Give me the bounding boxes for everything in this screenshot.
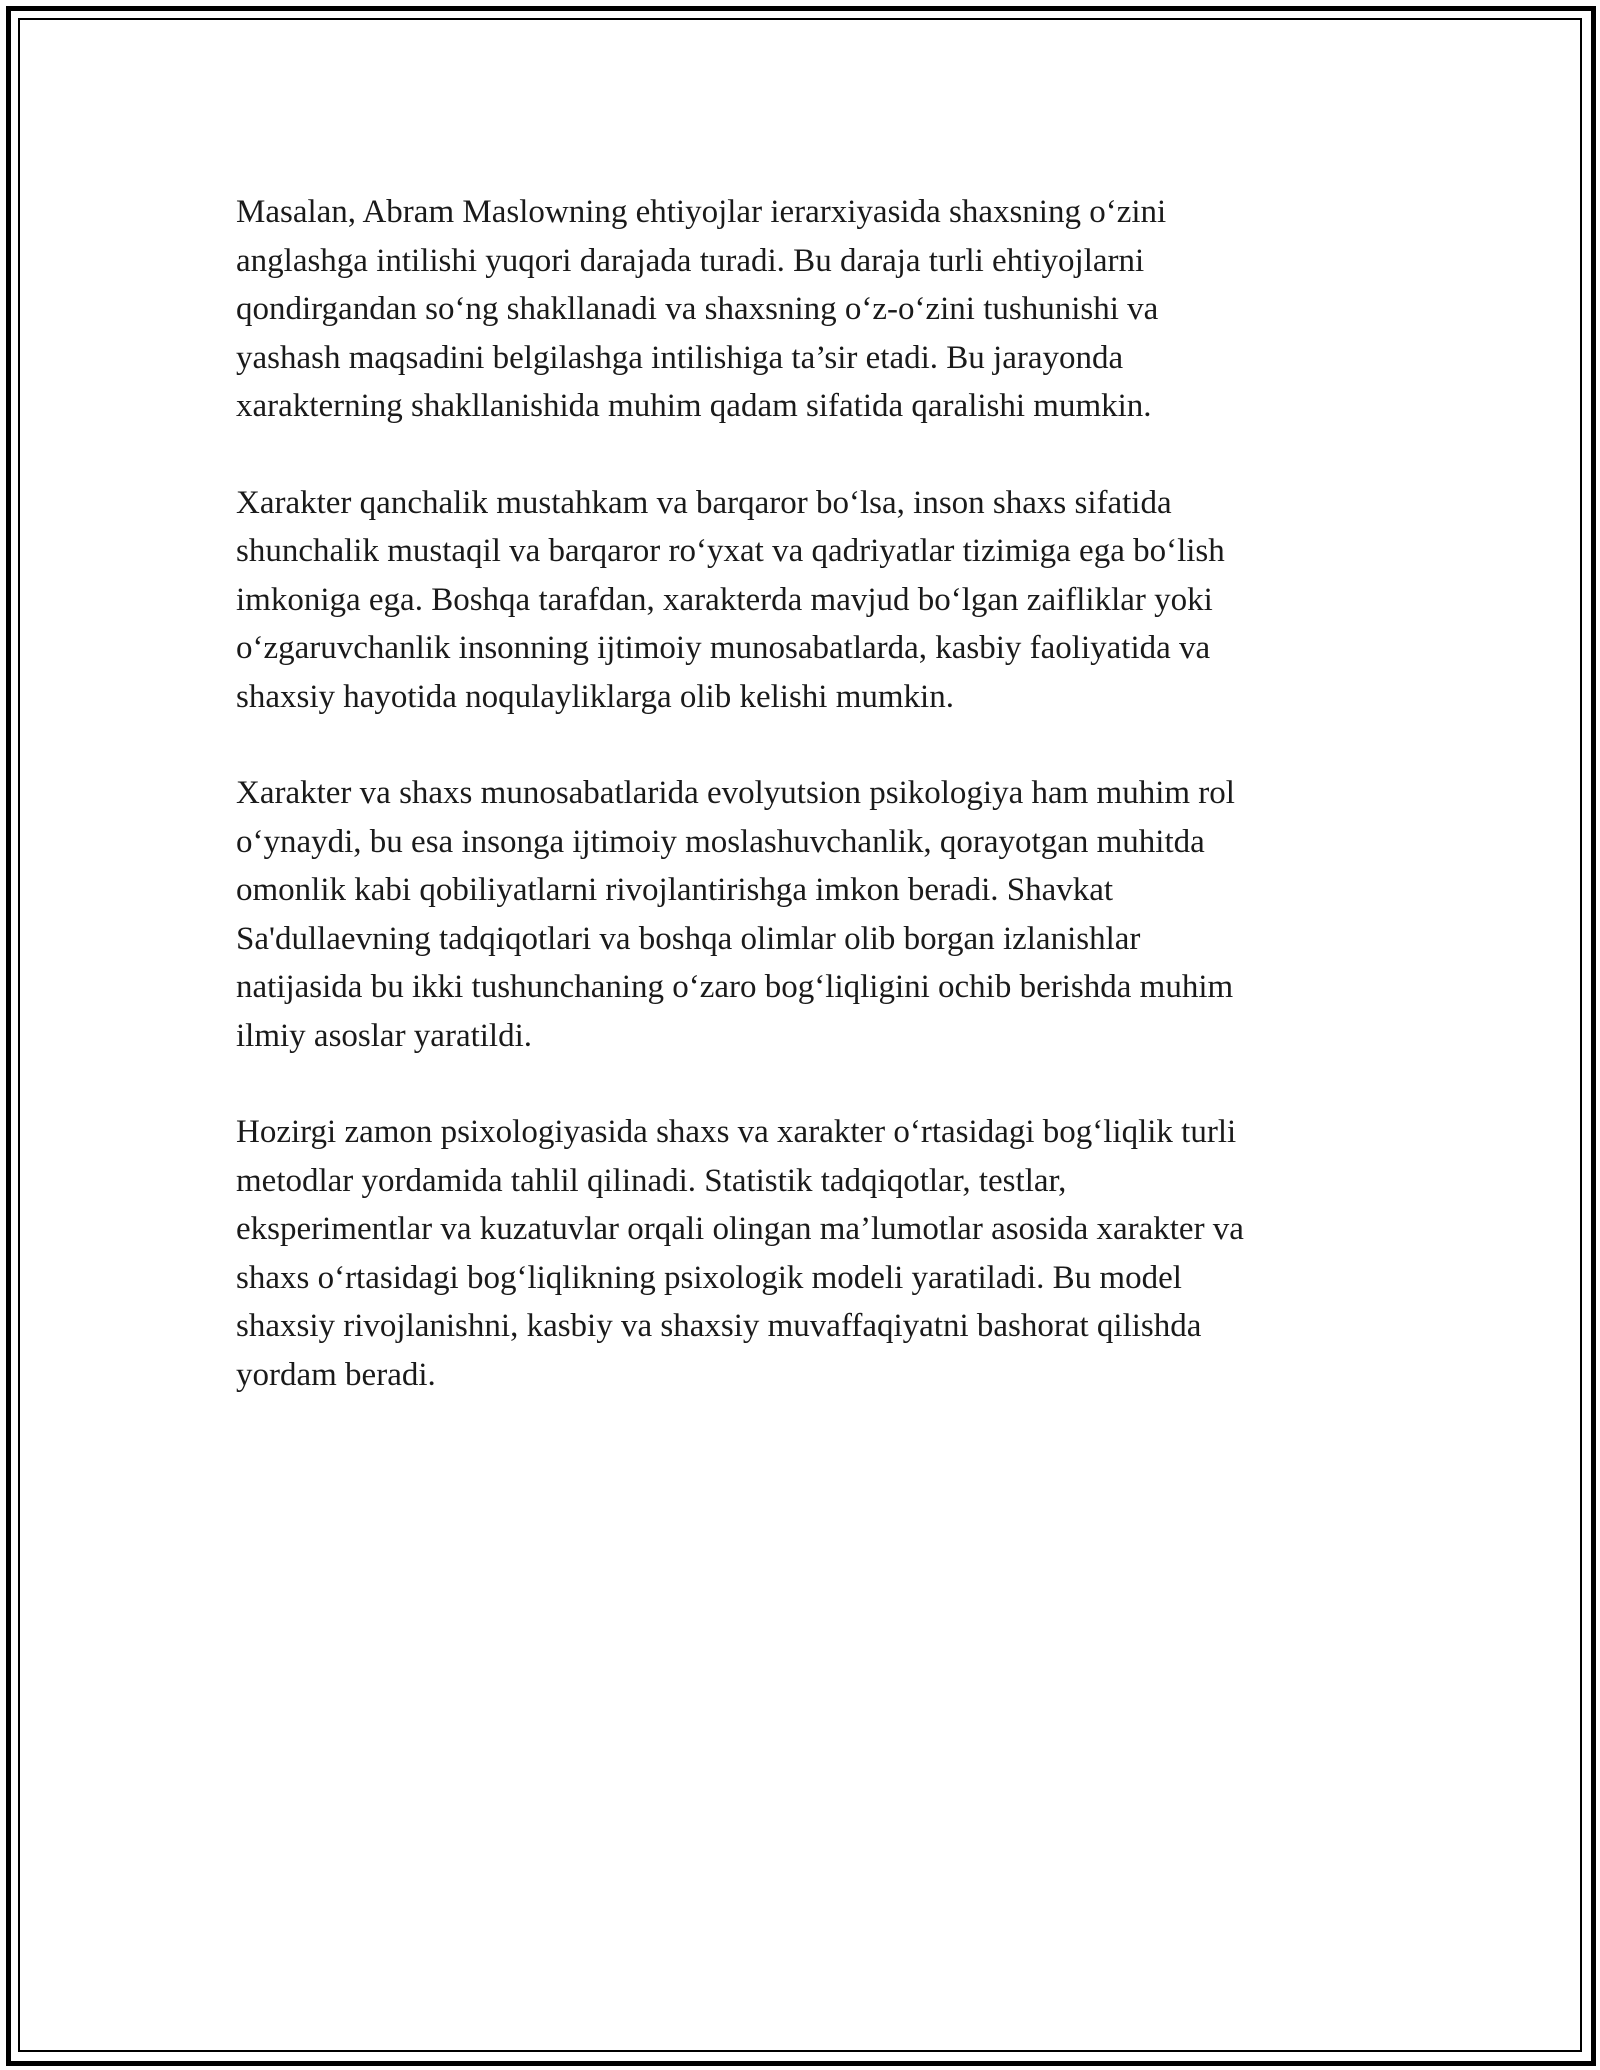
paragraph-2 (236, 479, 1366, 722)
text-line: yashash maqsadini belgilashga intilishiga ta’sir etadi. Bu jarayonda (236, 339, 1124, 376)
text-line: metodlar yordamida tahlil qilinadi. Statistik tadqiqotlar, testlar, (236, 1162, 1067, 1199)
text-line: shaxsiy rivojlanishni, kasbiy va shaxsiy muvaffaqiyatni bashorat qilishda (236, 1308, 1202, 1344)
text-line: omonlik kabi qobiliyatlarni rivojlantirishga imkon beradi. Shavkat (236, 872, 1114, 908)
text-line: Masalan, Abram Maslowning ehtiyojlar ierarxiyasida shaxsning o‘zini (236, 194, 1167, 230)
text-line: imkoniga ega. Boshqa tarafdan, xarakterda mavjud bo‘lgan zaifliklar yoki (236, 581, 1213, 618)
text-line: Sa'dullaevning tadqiqotlari va boshqa olimlar olib borgan izlanishlar (236, 920, 1141, 957)
document-body (236, 188, 1366, 1447)
text-line: Xarakter va shaxs munosabatlarida evolyutsion psikologiya ham muhim rol (236, 775, 1235, 811)
text-line: shaxsiy hayotida noqulayliklarga olib kelishi mumkin. (236, 678, 954, 715)
text-line: o‘zgaruvchanlik insonning ijtimoiy munosabatlarda, kasbiy faoliyatida va (236, 630, 1211, 666)
text-line: shunchalik mustaqil va barqaror ro‘yxat va qadriyatlar tizimiga ega bo‘lish (236, 533, 1225, 569)
text-line: yordam beradi. (236, 1356, 436, 1393)
text-line: anglashga intilishi yuqori darajada turadi. Bu daraja turli ehtiyojlarni (236, 242, 1145, 279)
paragraph-1 (236, 188, 1366, 431)
text-line: Xarakter qanchalik mustahkam va barqaror bo‘lsa, inson shaxs sifatida (236, 484, 1172, 521)
text-line: shaxs o‘rtasidagi bog‘liqlikning psixologik modeli yaratiladi. Bu model (236, 1259, 1182, 1296)
text-line: Hozirgi zamon psixologiyasida shaxs va xarakter o‘rtasidagi bog‘liqlik turli (236, 1114, 1237, 1150)
text-line: eksperimentlar va kuzatuvlar orqali olingan ma’lumotlar asosida xarakter va (236, 1211, 1244, 1247)
text-line: natijasida bu ikki tushunchaning o‘zaro bog‘liqligini ochib berishda muhim (236, 969, 1234, 1005)
text-line: ilmiy asoslar yaratildi. (236, 1017, 533, 1054)
paragraph-3 (236, 769, 1366, 1060)
text-line: o‘ynaydi, bu esa insonga ijtimoiy moslashuvchanlik, qorayotgan muhitda (236, 823, 1205, 860)
paragraph-4 (236, 1108, 1366, 1399)
text-line: qondirgandan so‘ng shakllanadi va shaxsning o‘z-o‘zini tushunishi va (236, 291, 1159, 327)
text-line: xarakterning shakllanishida muhim qadam sifatida qaralishi mumkin. (236, 388, 1152, 424)
